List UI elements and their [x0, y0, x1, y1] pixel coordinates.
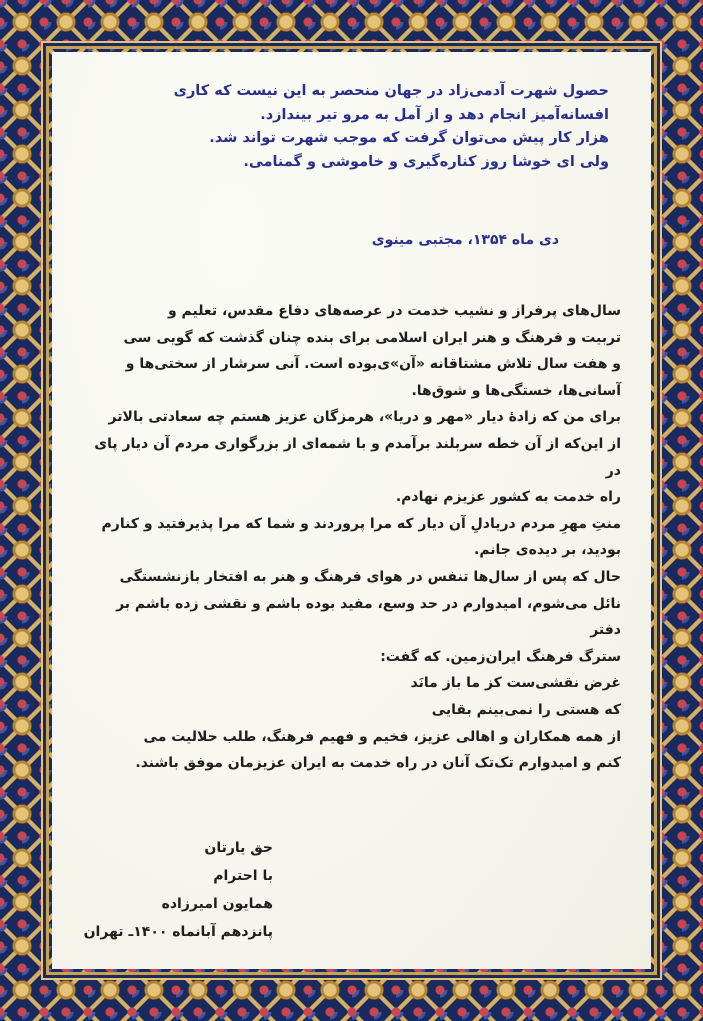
body-line: کنم و امیدوارم تک‌تک آنان در راه خدمت به ایران عزیزمان موفق باشند. — [135, 755, 621, 772]
body-line: سال‌های پرفراز و نشیب خدمت در عرصه‌های دفاع مقدس، تعلیم و — [167, 303, 621, 319]
letter-closing — [53, 834, 273, 946]
body-line: حال که پس از سال‌ها تنفس در هوای فرهنگ و هنر به افتخار بازنشستگی — [119, 568, 621, 585]
closing-line: با احترام — [213, 868, 273, 884]
body-line: تربیت و فرهنگ و هنر ایران اسلامی برای بنده چنان گذشت که گویی سی — [123, 329, 621, 346]
body-line: از این‌که از آن خطه سربلند برآمدم و با شمه‌ای از بزرگواری مردم آن دیار پای در — [94, 435, 621, 479]
letter-date: پانزدهم آبانماه ۱۴۰۰ـ تهران — [83, 924, 273, 940]
author-name: همایون امیرزاده — [161, 896, 273, 912]
quote-line: هزار کار پیش می‌توان گرفت که موجب شهرت تواند شد. — [209, 130, 609, 146]
body-line: نائل می‌شوم، امیدوارم در حد وسع، مفید بوده باشم و نقشی زده باشم بر دفتر — [116, 595, 621, 639]
letter-body — [81, 298, 621, 777]
quote-line: افسانه‌آمیز انجام دهد و از آمل به مرو تیر بیندازد. — [260, 106, 609, 123]
body-line: سترگ فرهنگ ایران‌زمین. که گفت: — [380, 648, 621, 665]
body-line: از همه همکاران و اهالی عزیز، فخیم و فهیم فرهنگ، طلب حلالیت می — [143, 728, 621, 745]
body-line: منتِ مهرِ مردم دریادلِ آن دیار که مرا پروردند و شما که مرا پذیرفتید و کنارم — [101, 515, 621, 532]
closing-line: حق یارتان — [204, 840, 273, 856]
poem-line: غرض نقشی‌ست کز ما باز مانَد — [410, 675, 621, 692]
poem-line: که هستی را نمی‌بینم بقایی — [431, 701, 621, 718]
body-line: راه خدمت به کشور عزیزم نهادم. — [395, 489, 621, 506]
quote-line: حصول شهرت آدمی‌زاد در جهان منحصر به این نیست که کاری — [173, 83, 609, 99]
quote-signature: دی ماه ۱۳۵۴، مجتبی مینوی — [371, 232, 559, 248]
body-line: بودید، بر دیده‌ی جانم. — [474, 542, 621, 559]
letter-page — [52, 52, 651, 969]
body-line: و هفت سال تلاش مشتاقانه «آن»ی‌بوده است. آنی سرشار از سختی‌ها و — [125, 356, 621, 373]
quote-line: ولی ای خوشا روز کناره‌گیری و خاموشی و گمنامی. — [243, 153, 609, 170]
minovi-quote — [89, 80, 609, 174]
body-line: آسانی‌ها، خستگی‌ها و شوق‌ها. — [411, 382, 621, 399]
body-line: برای من که زادهٔ دیار «مهر و دریا»، هرمزگان عزیز هستم چه سعادتی بالاتر — [108, 409, 621, 426]
